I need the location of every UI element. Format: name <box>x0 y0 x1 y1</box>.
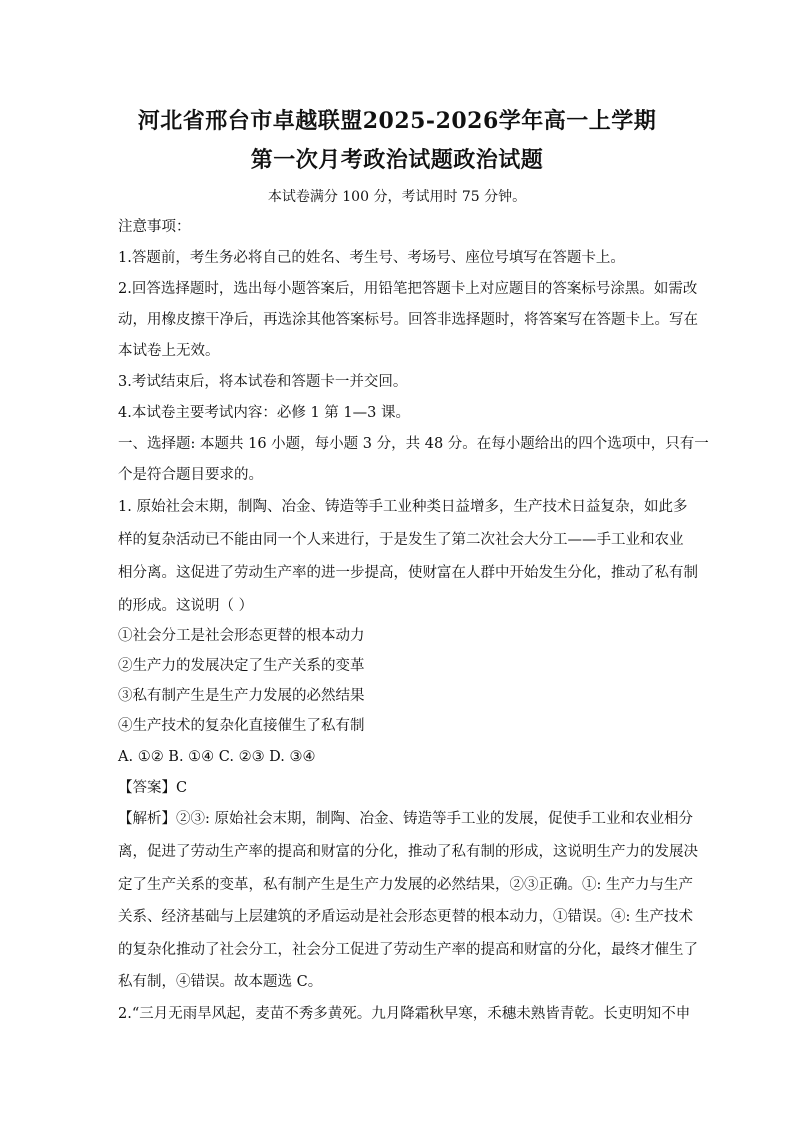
question-1-option-1: ①社会分工是社会形态更替的根本动力 <box>118 628 365 644</box>
question-1-stem-end: 的形成。这说明（ ） <box>118 598 254 614</box>
notice-item-2: 2.回答选择题时，选出每小题答案后，用铅笔把答题卡上对应题目的答案标号涂黑。如需改 <box>118 281 698 297</box>
question-1-analysis-cont: 离，促进了劳动生产率的提高和财富的分化，推动了私有制的形成，这说明生产力的发展决 <box>118 844 698 860</box>
notice-item-3: 3.考试结束后，将本试卷和答题卡一并交回。 <box>118 374 408 390</box>
question-1-choices: A. ①② B. ①④ C. ②③ D. ③④ <box>118 749 316 765</box>
notice-item-1: 1.答题前，考生务必将自己的姓名、考生号、考场号、座位号填写在答题卡上。 <box>118 250 625 266</box>
question-1-analysis-end: 私有制，④错误。故本题选 C。 <box>118 974 323 990</box>
question-1-stem: 1. 原始社会末期，制陶、冶金、铸造等手工业种类日益增多，生产技术日益复杂，如此多 <box>118 499 688 515</box>
notice-item-2-end: 本试卷上无效。 <box>118 343 220 359</box>
question-1-answer: 【答案】C <box>118 780 188 796</box>
notice-heading: 注意事项： <box>118 219 191 235</box>
section-heading-cont: 个是符合题目要求的。 <box>118 467 263 483</box>
notice-item-2-cont: 动，用橡皮擦干净后，再选涂其他答案标号。回答非选择题时，将答案写在答题卡上。写在 <box>118 312 698 328</box>
question-1-analysis: 【解析】②③: 原始社会末期，制陶、冶金、铸造等手工业的发展，促使手工业和农业相分 <box>118 811 693 827</box>
document-title-line-2: 第一次月考政治试题政治试题 <box>250 147 544 173</box>
exam-info: 本试卷满分 100 分，考试用时 75 分钟。 <box>267 189 527 205</box>
question-1-stem-cont: 相分离。这促进了劳动生产率的进一步提高，使财富在人群中开始发生分化，推动了私有制 <box>118 565 698 581</box>
question-1-analysis-cont: 定了生产关系的变革，私有制产生是生产力发展的必然结果，②③正确。①: 生产力与生产 <box>118 877 693 893</box>
question-1-stem-cont: 样的复杂活动已不能由同一个人来进行，于是发生了第二次社会大分工——手工业和农业 <box>118 532 684 548</box>
question-1-option-4: ④生产技术的复杂化直接催生了私有制 <box>118 718 365 734</box>
question-2-stem: 2.“三月无雨旱风起，麦苗不秀多黄死。九月降霜秋早寒，禾穗未熟皆青乾。长吏明知不申 <box>118 1006 691 1022</box>
question-1-analysis-cont: 关系、经济基础与上层建筑的矛盾运动是社会形态更替的根本动力，①错误。④: 生产技术 <box>118 909 693 925</box>
question-1-option-3: ③私有制产生是生产力发展的必然结果 <box>118 688 365 704</box>
section-heading: 一、选择题: 本题共 16 小题，每小题 3 分，共 48 分。在每小题给出的四个选项中，只有一 <box>118 436 709 452</box>
document-title-line-1: 河北省邢台市卓越联盟2025-2026学年高一上学期 <box>137 108 657 134</box>
question-1-analysis-cont: 的复杂化推动了社会分工，社会分工促进了劳动生产率的提高和财富的分化，最终才催生了 <box>118 942 698 958</box>
question-1-option-2: ②生产力的发展决定了生产关系的变革 <box>118 658 365 674</box>
notice-item-4: 4.本试卷主要考试内容：必修 1 第 1—3 课。 <box>118 405 410 421</box>
